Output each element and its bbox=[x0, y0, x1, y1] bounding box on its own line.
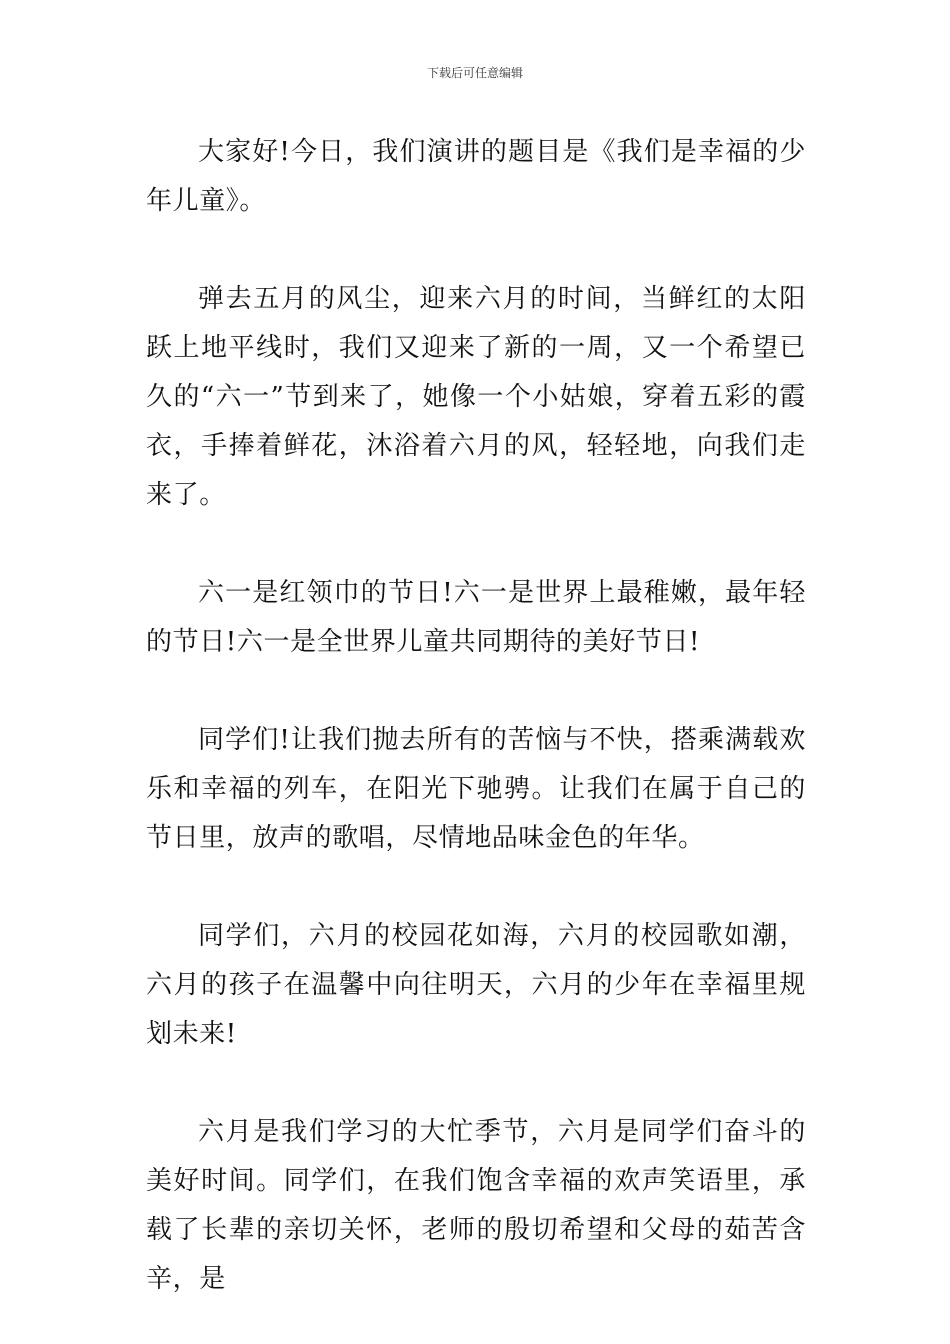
paragraph-1: 大家好!今日，我们演讲的题目是《我们是幸福的少年儿童》。 bbox=[146, 137, 806, 216]
speech-body bbox=[146, 128, 806, 1304]
paragraph-4: 同学们!让我们抛去所有的苦恼与不快，搭乘满载欢乐和幸福的列车，在阳光下驰骋。让我们在属于自己的节日里，放声的歌唱，尽情地品味金色的年华。 bbox=[146, 725, 806, 853]
paragraph-3: 六一是红领巾的节日!六一是世界上最稚嫩，最年轻的节日!六一是全世界儿童共同期待的美好节日! bbox=[146, 578, 806, 657]
paragraph-6: 六月是我们学习的大忙季节，六月是同学们奋斗的美好时间。同学们，在我们饱含幸福的欢声笑语里，承载了长辈的亲切关怀，老师的殷切希望和父母的茹苦含辛，是 bbox=[146, 1117, 806, 1294]
paragraph-5: 同学们，六月的校园花如海，六月的校园歌如潮，六月的孩子在温馨中向往明天，六月的少年在幸福里规划未来! bbox=[146, 921, 806, 1049]
page-header-note: 下载后可任意编辑 bbox=[426, 66, 523, 80]
paragraph-2: 弹去五月的风尘，迎来六月的时间，当鲜红的太阳跃上地平线时，我们又迎来了新的一周，又一个希望已久的“六一”节到来了，她像一个小姑娘，穿着五彩的霞衣，手捧着鲜花，沐浴着六月的风，轻轻地，向我们走来了。 bbox=[146, 284, 806, 510]
